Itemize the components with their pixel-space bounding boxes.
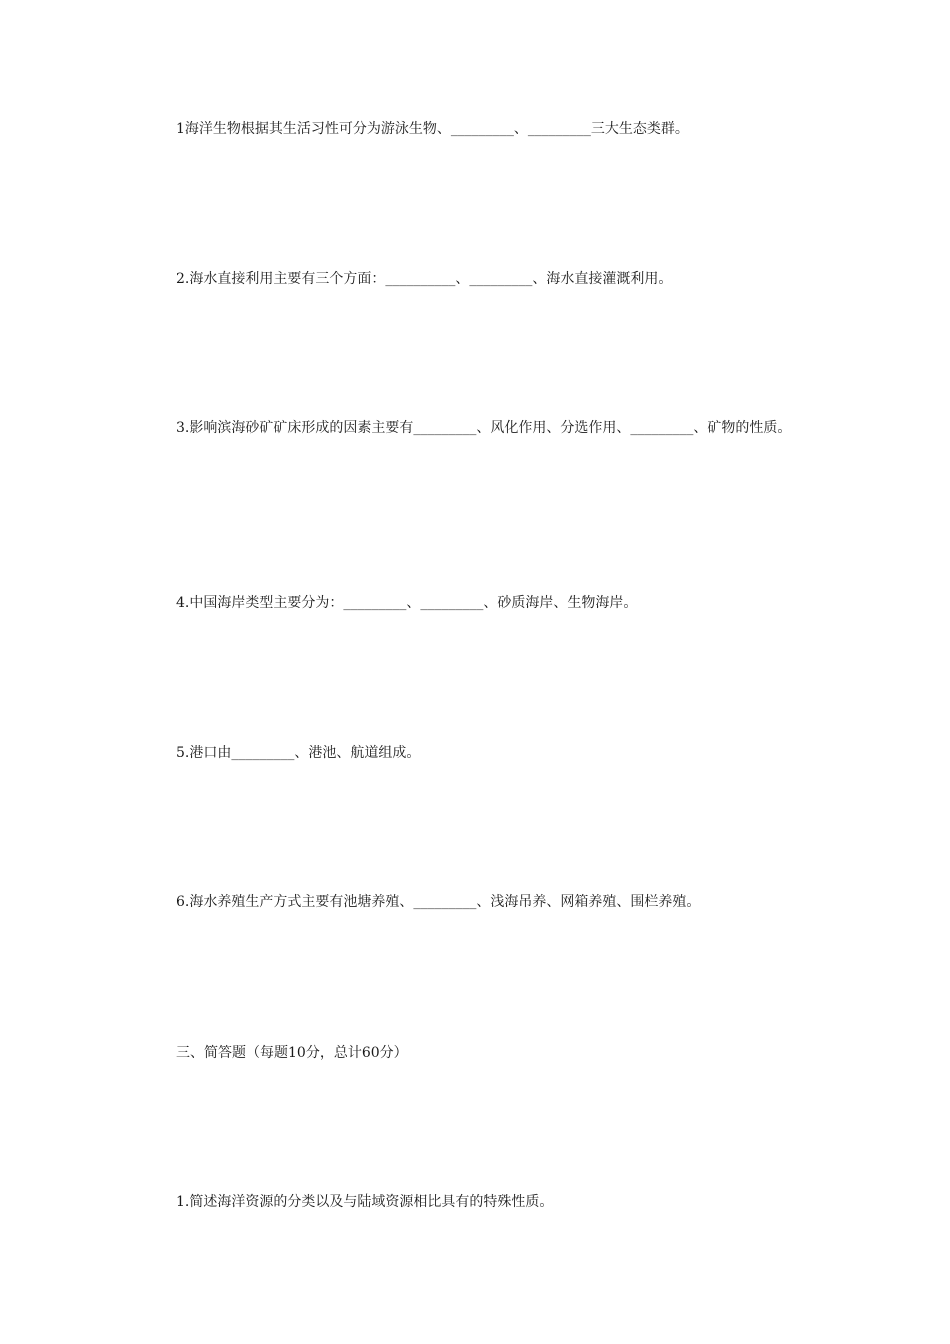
question-3-text: 3.影响滨海砂矿矿床形成的因素主要有_________、风化作用、分选作用、_________、矿物的性质。 (176, 420, 792, 436)
question-6-text: 6.海水养殖生产方式主要有池塘养殖、_________、浅海吊养、网箱养殖、围栏养殖。 (176, 894, 701, 910)
question-1-text: 1海洋生物根据其生活习性可分为游泳生物、_________、_________三大生态类群。 (176, 121, 689, 137)
section-heading-short-answer: 三、简答题（每题10分，总计60分） (176, 1045, 408, 1061)
short-answer-question-1-text: 1.简述海洋资源的分类以及与陆域资源相比具有的特殊性质。 (176, 1194, 554, 1210)
question-5-text: 5.港口由_________、港池、航道组成。 (176, 745, 421, 761)
question-4-text: 4.中国海岸类型主要分为：_________、_________、砂质海岸、生物海岸。 (176, 595, 638, 611)
question-2-text: 2.海水直接利用主要有三个方面：__________、_________、海水直接灌溉利用。 (176, 271, 673, 287)
